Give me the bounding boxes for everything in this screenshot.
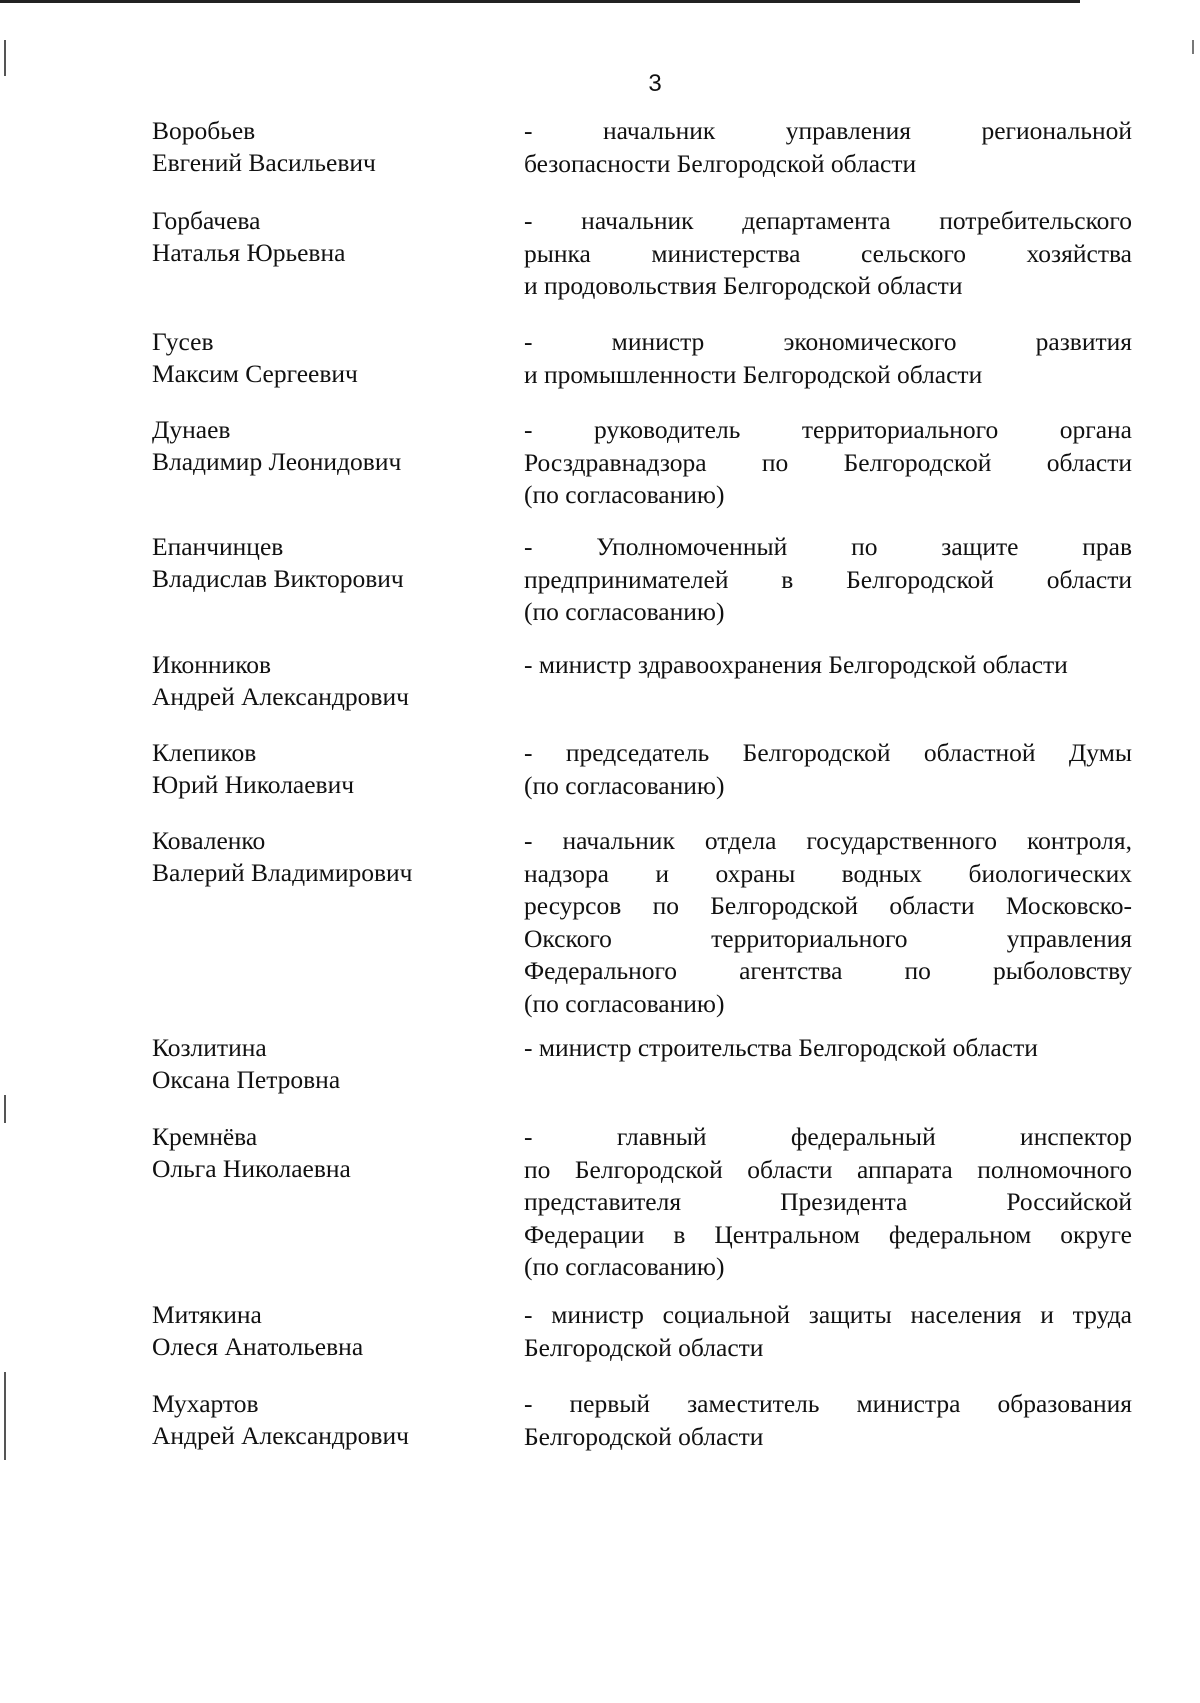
position-line: Росздравнадзора по Белгородской области: [524, 447, 1132, 477]
position-line: - Уполномоченный по защите прав: [524, 532, 1132, 561]
position-line: - министр строительства Белгородской области: [524, 1033, 1038, 1062]
member-position: [524, 649, 1132, 682]
member-name: [152, 531, 502, 595]
member-name: [152, 825, 502, 889]
position-line: (по согласованию): [524, 1252, 725, 1281]
position-line: (по согласованию): [524, 480, 725, 509]
member-position: [524, 1299, 1132, 1364]
member-name: [152, 1299, 502, 1363]
member-given-names: Наталья Юрьевна: [152, 238, 346, 267]
member-given-names: Юрий Николаевич: [152, 770, 355, 799]
position-line: Белгородской области: [524, 1421, 764, 1451]
position-line: рынка министерства сельского хозяйства: [524, 238, 1132, 268]
member-surname: Гусев: [152, 327, 214, 356]
member-surname: Козлитина: [152, 1033, 267, 1062]
member-surname: Клепиков: [152, 738, 257, 767]
member-position: [524, 1388, 1132, 1453]
member-given-names: Валерий Владимирович: [152, 858, 413, 887]
member-given-names: Евгений Васильевич: [152, 148, 376, 177]
position-line: (по согласованию): [524, 988, 725, 1018]
member-surname: Коваленко: [152, 826, 266, 855]
member-given-names: Андрей Александрович: [152, 682, 409, 711]
page-number: 3: [648, 70, 662, 97]
member-position: [524, 1032, 1132, 1065]
position-line: предпринимателей в Белгородской области: [524, 564, 1132, 594]
member-name: [152, 1032, 502, 1096]
member-given-names: Олеся Анатольевна: [152, 1332, 364, 1361]
position-line: (по согласованию): [524, 770, 725, 800]
member-position: [524, 825, 1132, 1020]
member-surname: Воробьев: [152, 116, 256, 145]
position-line: - министр социальной защиты населения и труда: [524, 1300, 1132, 1329]
member-surname: Иконников: [152, 650, 272, 679]
member-position: [524, 326, 1132, 391]
member-position: [524, 205, 1132, 303]
position-line: безопасности Белгородской области: [524, 148, 917, 178]
position-line: Окского территориального управления: [524, 923, 1132, 953]
position-line: - начальник департамента потребительского: [524, 206, 1132, 235]
member-position: [524, 115, 1132, 180]
member-given-names: Владимир Леонидович: [152, 447, 402, 476]
position-line: - министр здравоохранения Белгородской области: [524, 650, 1068, 679]
member-given-names: Ольга Николаевна: [152, 1154, 351, 1183]
position-line: Федерального агентства по рыболовству: [524, 956, 1132, 985]
position-line: - первый заместитель министра образования: [524, 1389, 1132, 1418]
scan-margin-mark: [4, 1372, 6, 1460]
position-line: ресурсов по Белгородской области Московско-: [524, 891, 1132, 920]
position-line: Федерации в Центральном федеральном округе: [524, 1219, 1132, 1249]
position-line: - главный федеральный инспектор: [524, 1122, 1132, 1151]
member-name: [152, 737, 502, 801]
member-name: [152, 1388, 502, 1452]
position-line: - начальник отдела государственного контроля,: [524, 826, 1132, 855]
member-position: [524, 1121, 1132, 1284]
position-line: по Белгородской области аппарата полномочного: [524, 1154, 1132, 1184]
position-line: Белгородской области: [524, 1332, 764, 1362]
position-line: надзора и охраны водных биологических: [524, 858, 1132, 888]
member-given-names: Оксана Петровна: [152, 1065, 341, 1094]
position-line: - председатель Белгородской областной Думы: [524, 738, 1132, 767]
member-surname: Епанчинцев: [152, 532, 284, 561]
member-name: [152, 414, 502, 478]
member-surname: Горбачева: [152, 206, 261, 235]
member-name: [152, 326, 502, 390]
scan-margin-mark: [4, 1095, 6, 1123]
member-position: [524, 737, 1132, 802]
scan-margin-mark: [1192, 40, 1194, 54]
member-name: [152, 1121, 502, 1185]
member-given-names: Максим Сергеевич: [152, 359, 358, 388]
member-name: [152, 205, 502, 269]
position-line: и промышленности Белгородской области: [524, 359, 983, 389]
position-line: представителя Президента Российской: [524, 1187, 1132, 1216]
member-name: [152, 649, 502, 713]
position-line: (по согласованию): [524, 597, 725, 626]
member-surname: Мухартов: [152, 1389, 259, 1418]
position-line: - министр экономического развития: [524, 327, 1132, 356]
member-surname: Митякина: [152, 1300, 262, 1329]
member-surname: Дунаев: [152, 415, 231, 444]
member-given-names: Андрей Александрович: [152, 1421, 409, 1450]
position-line: и продовольствия Белгородской области: [524, 271, 963, 300]
member-position: [524, 531, 1132, 629]
top-scan-rule: [0, 0, 1080, 3]
member-position: [524, 414, 1132, 512]
member-surname: Кремнёва: [152, 1122, 258, 1151]
position-line: - начальник управления региональной: [524, 116, 1132, 145]
member-given-names: Владислав Викторович: [152, 564, 404, 593]
position-line: - руководитель территориального органа: [524, 415, 1132, 444]
member-name: [152, 115, 502, 179]
